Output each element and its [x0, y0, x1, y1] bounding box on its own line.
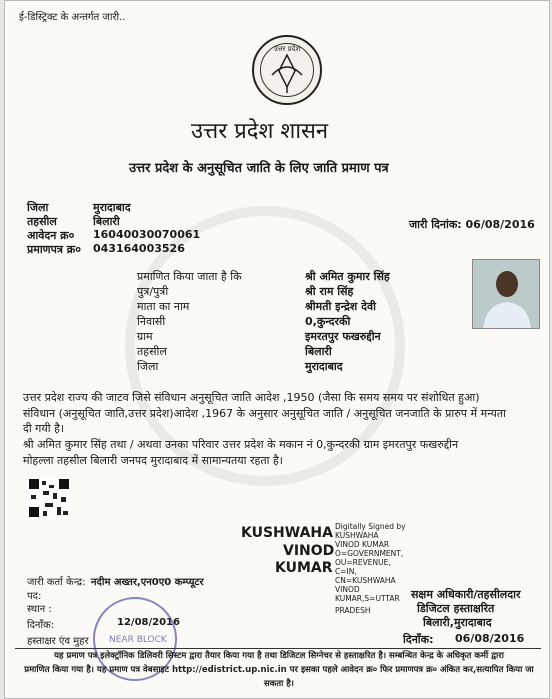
detail-value: बिलारी: [305, 345, 332, 358]
digital-signature-text: O=GOVERNMENT,: [335, 549, 404, 558]
page-subtitle: उत्तर प्रदेश के अनुसूचित जाति के लिए जाति प्रमाण पत्र: [129, 161, 389, 176]
authority-date-value: 06/08/2016: [455, 632, 525, 645]
signer-name-line: KUMAR: [275, 560, 333, 576]
detail-value: 0,कुन्दरकी: [305, 315, 351, 328]
issuer-value: नदीम अख्तर,एन0ए0 कम्प्यूटर: [91, 577, 204, 588]
digital-signature-text: Digitally Signed by: [335, 522, 406, 531]
district-value: मुरादाबाद: [93, 201, 131, 214]
authority-date-label: दिनाँक:: [403, 633, 434, 646]
footer-line: यह प्रमाण पत्र इलेक्ट्रॉनिक डिलिवरी सिस्टम द्वारा तैयार किया गया है तथा डिजिटल सिग्नेचर से हस्ताक्षरित है। सम्बन्धित केन्द्र के अधिकृत कर्मी द्वारा: [54, 651, 504, 661]
sign-label: हस्ताक्षर एंव मुहर: [27, 636, 89, 647]
detail-value: श्रीमती इन्द्रेश देवी: [305, 300, 376, 313]
authority-place: बिलारी,मुरादाबाद: [423, 616, 492, 629]
detail-value: श्री राम सिंह: [305, 285, 354, 298]
digital-signature-text: CN=KUSHWAHA: [335, 576, 396, 585]
footer-note: [15, 649, 543, 691]
post-label: पद:: [27, 591, 42, 602]
qr-code-icon: [27, 477, 71, 519]
emblem-text: उत्तर प्रदेश: [274, 45, 301, 53]
detail-label: ग्राम: [137, 330, 153, 343]
digital-signature-text: KUSHWAHA: [335, 531, 379, 540]
date-value: 12/08/2016: [117, 617, 180, 628]
body-text: दी गयी है।: [23, 422, 65, 435]
certificate-label: प्रमाणपत्र क्र०: [27, 243, 81, 256]
detail-label: प्रमाणित किया जाता है कि: [137, 270, 242, 283]
application-value: 16040030070061: [93, 228, 201, 241]
detail-label: पुत्र/पुत्री: [137, 285, 169, 298]
tehsil-value: बिलारी: [93, 215, 120, 228]
authority-title: सक्षम अधिकारी/तहसीलदार: [411, 588, 521, 601]
place-label: स्थान :: [27, 604, 52, 615]
tehsil-label: तहसील: [27, 215, 57, 228]
body-text: संविधान (अनुसूचित जाति,उत्तर प्रदेश)आदेश ,1967 के अनुसार अनुसूचित जाति / अनुसूचित जनजाति के प्रारुप में मन्यता: [23, 407, 506, 420]
certificate-page: [4, 0, 550, 699]
detail-label: तहसील: [137, 345, 167, 358]
body-text: मोहल्ला तहसील बिलारी जनपद मुरादाबाद में सामान्यतया रहता है।: [23, 454, 283, 467]
detail-label: माता का नाम: [137, 300, 190, 313]
district-label: जिला: [27, 201, 49, 214]
body-text: उत्तर प्रदेश राज्य की जाटव जिसे संविधान अनुसूचित जाति आदेश ,1950 (जैसा कि समय समय पर संशोधित हुआ): [23, 391, 480, 404]
applicant-photo: [472, 259, 540, 329]
detail-label: जिला: [137, 360, 159, 373]
state-emblem-icon: [252, 35, 322, 105]
certificate-value: 043164003526: [93, 242, 185, 255]
digital-signature-text: VINOD: [335, 585, 360, 594]
issue-date: जारी दिनांक: 06/08/2016: [409, 218, 535, 231]
signer-name-line: VINOD: [283, 543, 335, 559]
signer-name-line: KUSHWAHA: [241, 525, 333, 541]
stamp-text: NEAR BLOCK: [109, 635, 167, 645]
detail-value: श्री अमित कुमार सिंह: [305, 270, 390, 283]
digital-signature-text: KUMAR,S=UTTAR: [335, 594, 400, 603]
page-title: उत्तर प्रदेश शासन: [191, 119, 329, 144]
digital-signature-text: C=IN,: [335, 567, 357, 576]
application-label: आवेदन क्र०: [27, 229, 75, 242]
detail-value: मुरादाबाद: [305, 360, 343, 373]
digital-signature-text: VINOD KUMAR: [335, 540, 390, 549]
body-text: श्री अमित कुमार सिंह तथा / अथवा उनका परिवार उत्तर प्रदेश के मकान नं 0,कुन्दरकी ग्राम इमरतपुर फखरुद्दीन: [23, 438, 459, 451]
detail-label: निवासी: [137, 315, 166, 328]
issuer-label: जारी कर्ता केन्द्र:: [27, 577, 86, 588]
authority-digital: डिजिटल हस्ताक्षरित: [417, 602, 495, 615]
top-note: ई-डिस्ट्रिक्ट के अन्तर्गत जारी..: [19, 12, 126, 23]
digital-signature-text: PRADESH: [335, 606, 371, 615]
detail-value: इमरतपुर फखरुद्दीन: [305, 330, 381, 343]
footer-line: प्रमाणित किया गया है। यह प्रमाण पत्र वेबसाइट http://edistrict.up.nic.in पर इसका पहले आवेदन क्र० फिर प्रमाणपत्र क्र० अंकित कर,सत्यापित किया जा सकता है।: [24, 665, 534, 689]
digital-signature-text: OU=REVENUE,: [335, 558, 391, 567]
date-label: दिनाँक:: [27, 620, 55, 631]
